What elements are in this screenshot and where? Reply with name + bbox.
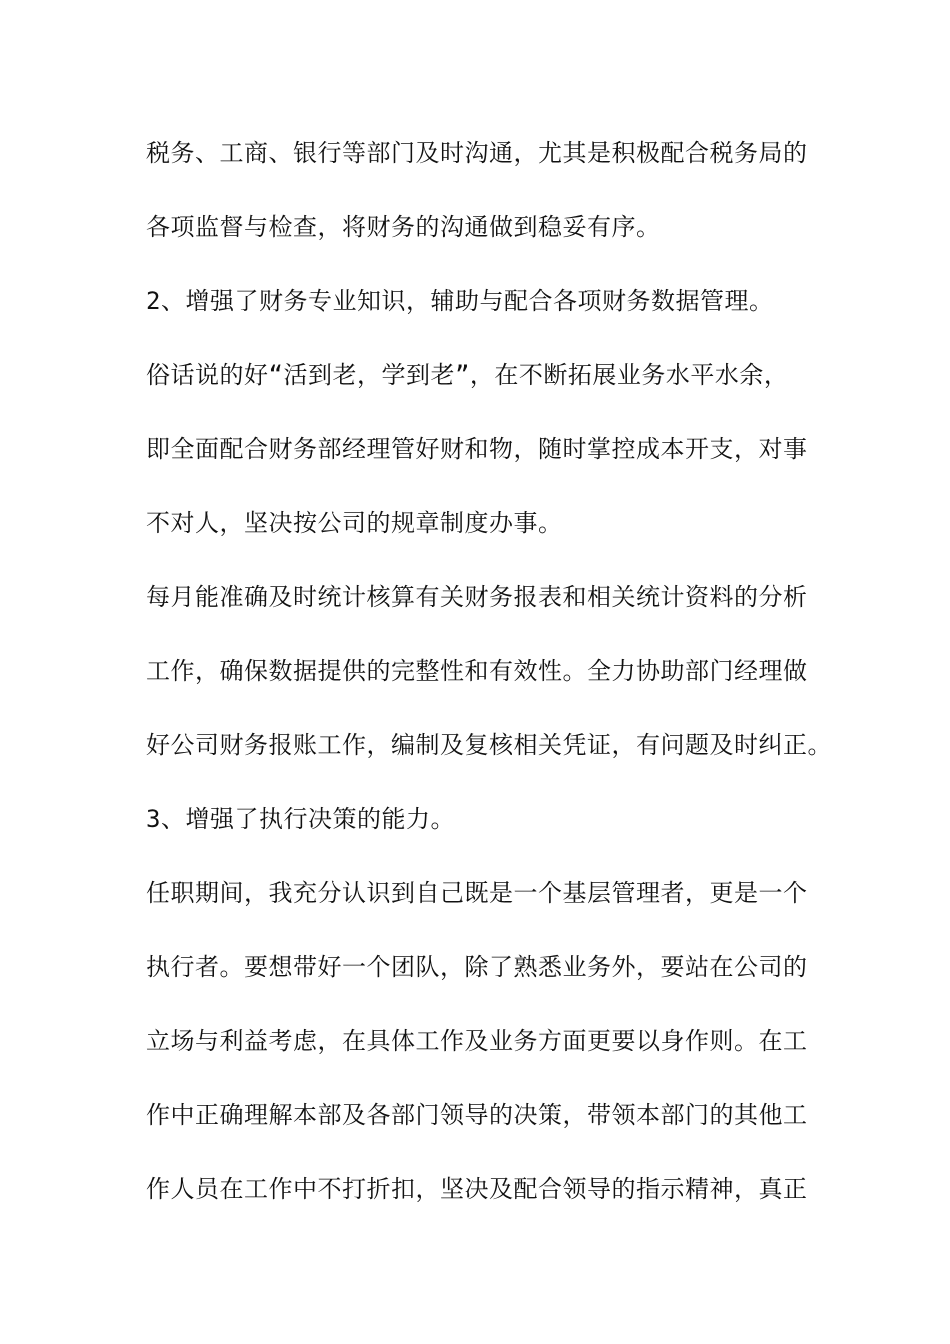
text-line: 税务、工商、银行等部门及时沟通，尤其是积极配合税务局的 (146, 139, 808, 167)
text-line: 即全面配合财务部经理管好财和物，随时掌控成本开支，对事 (146, 435, 808, 463)
text-line: 工作，确保数据提供的完整性和有效性。全力协助部门经理做 (146, 657, 808, 685)
text-line: 每月能准确及时统计核算有关财务报表和相关统计资料的分析 (146, 583, 808, 611)
text-line: 立场与利益考虑，在具体工作及业务方面更要以身作则。在工 (146, 1027, 808, 1055)
text-line: 俗话说的好“活到老，学到老”，在不断拓展业务水平水余， (146, 361, 789, 389)
text-line: 任职期间，我充分认识到自己既是一个基层管理者，更是一个 (146, 879, 808, 907)
text-line: 各项监督与检查，将财务的沟通做到稳妥有序。 (146, 213, 661, 241)
section-heading: 2、增强了财务专业知识，辅助与配合各项财务数据管理。 (146, 287, 774, 315)
text-line: 好公司财务报账工作，编制及复核相关凭证，有问题及时纠正。 (146, 731, 832, 759)
text-line: 执行者。要想带好一个团队，除了熟悉业务外，要站在公司的 (146, 953, 808, 981)
text-line: 作中正确理解本部及各部门领导的决策，带领本部门的其他工 (146, 1101, 808, 1129)
section-heading: 3、增强了执行决策的能力。 (146, 805, 455, 833)
text-line: 作人员在工作中不打折扣，坚决及配合领导的指示精神，真正 (146, 1175, 808, 1203)
text-line: 不对人，坚决按公司的规章制度办事。 (146, 509, 563, 537)
document-body (146, 128, 832, 1238)
